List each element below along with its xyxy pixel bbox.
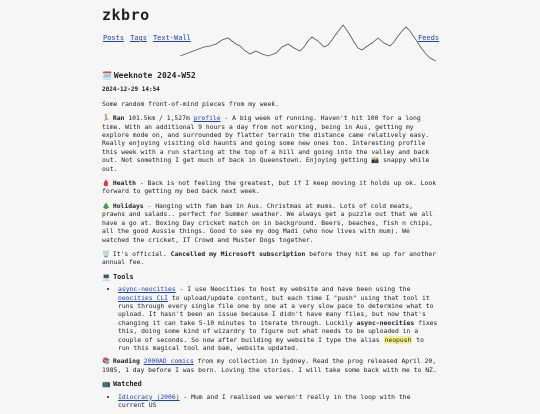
main-nav: [103, 34, 197, 42]
post-intro: Some random front-of-mind pieces from my week.: [102, 99, 279, 108]
profile-link[interactable]: profile: [193, 114, 221, 123]
nav-posts-link[interactable]: Posts: [103, 34, 125, 42]
tools-heading: [102, 273, 438, 281]
holidays-paragraph: [102, 202, 438, 244]
ran-distance: 101.5km / 1,527m: [128, 114, 190, 123]
ran-label: Ran: [112, 114, 125, 123]
microsoft-text: before they hit me up for another annual fee.: [102, 249, 437, 267]
tools-text-4: to run this magical tool and bam, website updated.: [118, 335, 424, 352]
list-item: [118, 285, 438, 352]
blood-drop-icon: 🩸: [102, 179, 110, 188]
books-icon: 📚: [102, 357, 110, 366]
post-title: [102, 72, 438, 80]
ran-text: - A big week of running. Haven't hit 100 for a long time. With an additional 9 hours a day from not working, being in Aus, getting my explore mode on, and surrounded by flatter terrain the distance came relatively easy. Really enjoying visiting old haunts and going some new ones too. Interesting profile this week with a run starting at the top of a hill and going into the valley and back out. Not something I get much of back in Queenstown. Enjoying getting 📸 snappy while out.: [102, 114, 430, 173]
watched-list: [102, 393, 438, 410]
list-item: [118, 393, 438, 410]
microsoft-pre: It's official.: [112, 249, 167, 258]
microsoft-bold: Cancelled my Microsoft subscription: [170, 249, 306, 258]
health-text: - Back is not feeling the greatest, but if I keep moving it holds up ok. Look forward to getting my bed back next week.: [102, 179, 437, 196]
async-neocities-link[interactable]: async-neocities: [118, 285, 176, 294]
wastebasket-icon: 🗑️: [102, 249, 110, 258]
holidays-text: - Hanging with fam bam in Aus. Christmas at mums. Lots of cold meats, prawns and salads.. perfect for Summer weather. We always get a puzzle out that we all have a go at. Boxing Day cricket match on in background. Beers, beaches, fish n chips, all the good Aussie things. Good to see my dog Madi (who now lives with mum). We watched the cricket, IT Crowd and Muster Dogs together.: [102, 201, 433, 244]
tools-text-1: - I use Neocities to host my website and have been using the: [179, 285, 411, 294]
christmas-tree-icon: 🎄: [102, 201, 110, 210]
idiocracy-link[interactable]: Idiocracy (2006): [118, 392, 180, 401]
post-content: [102, 72, 438, 414]
reading-text: from my collection in Sydney. Read the prog released April 20, 1985, 1 day before I was born. Loving the stories. I will take some back with me to NZ.: [102, 357, 437, 374]
feeds-nav: [418, 34, 439, 42]
neocities-cli-link[interactable]: neocities CLI: [118, 293, 169, 302]
nav-textwall-link[interactable]: Text-Wall: [152, 34, 191, 42]
reading-paragraph: [102, 357, 438, 374]
tools-list: [102, 285, 438, 352]
microsoft-paragraph: [102, 250, 438, 267]
watched-text: - Mum and I realised we weren't really in the loop with the current US: [118, 392, 411, 409]
site-title[interactable]: zkbro: [102, 6, 150, 24]
mountain-profile-graphic: [180, 20, 436, 62]
2000ad-comics-link[interactable]: 2000AD comics: [143, 357, 194, 366]
watched-heading: [102, 380, 438, 388]
reading-label: Reading: [112, 357, 140, 366]
nav-feeds-link[interactable]: Feeds: [418, 34, 440, 42]
runner-icon: 🏃: [102, 114, 110, 123]
neopush-highlight: neopush: [384, 335, 412, 344]
tools-text-2: to upload/update content, but each time I "push" using that tool it runs through every single file one by one at a very slow pace to determine what to upload. It hasn't been an issue because I didn't have many files, but now that's changing it can take 5-10 minutes to iterate through. Luckily: [118, 293, 434, 327]
post-title-text: Weeknote 2024-W52: [113, 71, 196, 80]
health-label: Health: [112, 179, 136, 188]
nav-tags-link[interactable]: Tags: [130, 34, 147, 42]
holidays-label: Holidays: [112, 201, 144, 210]
calendar-icon: 🗓️: [102, 71, 112, 80]
tools-text-3: fixes this, doing some kind of wizardry to figure out what needs to be uploaded in a couple of seconds. So now after building my website I type the alias: [118, 318, 438, 344]
tools-heading-text: Tools: [113, 272, 134, 281]
health-paragraph: [102, 179, 438, 196]
ran-paragraph: [102, 114, 438, 173]
post-date: 2024-12-29 14:54: [102, 86, 160, 94]
laptop-icon: 💻: [102, 272, 111, 281]
watched-heading-text: Watched: [113, 380, 142, 389]
tools-bold: async-neocities: [356, 318, 415, 327]
television-icon: 📺: [102, 380, 111, 389]
